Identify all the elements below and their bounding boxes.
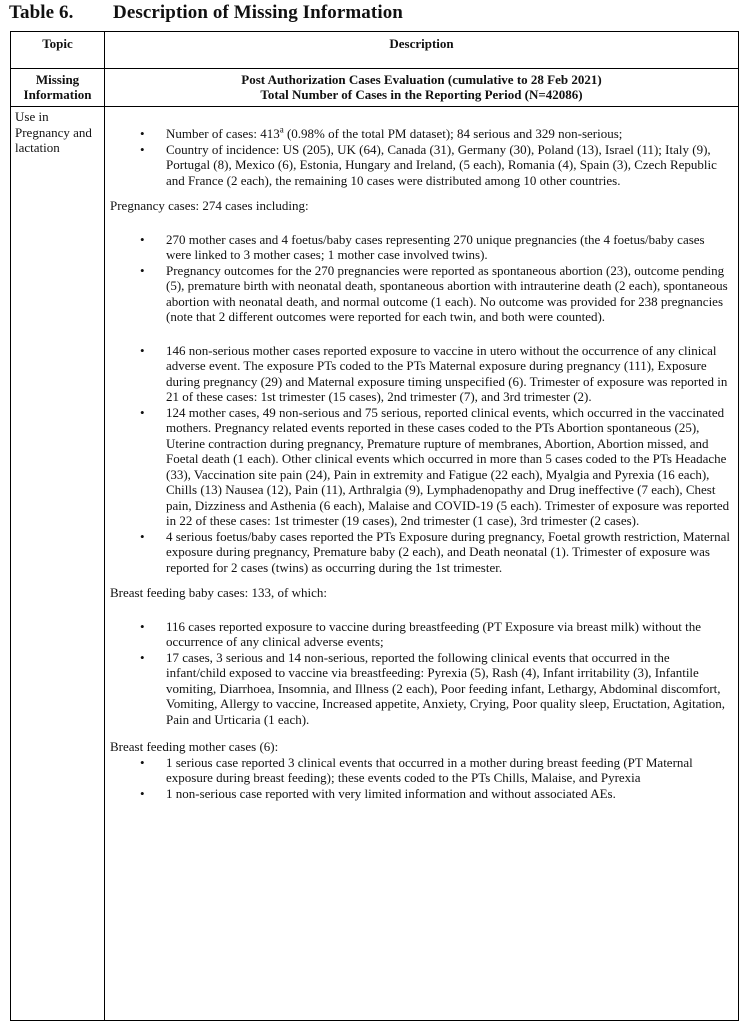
- list-item: • Country of incidence: US (205), UK (64), Canada (31), Germany (30), Poland (13), Israel (11); Italy (9), Portugal (8), Mexico (6), Estonia, Hungary and Ireland, (5 each), Romania (4), Spain (3), Czech Republic and France (2 each), the remaining 10 cases were distributed among 10 other countries.: [110, 142, 730, 189]
- list-item: • 1 non-serious case reported with very limited information and without associated AEs.: [110, 786, 730, 802]
- cases-evaluation-line: Post Authorization Cases Evaluation (cumulative to 28 Feb 2021): [241, 72, 602, 87]
- pregnancy-cases-heading: Pregnancy cases: 274 cases including:: [110, 198, 309, 213]
- summary-list: [110, 126, 730, 188]
- breast-feeding-mother-list: [110, 755, 730, 802]
- list-item: • Number of cases: 413$^a$ (0.98% of the total PM dataset); 84 serious and 329 non-serious;: [110, 126, 730, 142]
- list-item: • 116 cases reported exposure to vaccine during breastfeeding (PT Exposure via breast milk) without the occurrence of any clinical adverse events;: [110, 619, 730, 650]
- list-item: • 17 cases, 3 serious and 14 non-serious, reported the following clinical events that occurred in the infant/child exposed to vaccine via breastfeeding: Pyrexia (5), Rash (4), Infant irritability (3), Infantile vomiting, Diarrhoea, Insomnia, and Illness (2 each), Poor feeding infant, Lethargy, Abdominal discomfort, Vomiting, Allergy to vaccine, Increased appetite, Anxiety, Crying, Poor quality sleep, Eructation, Agitation, Pain and Urticaria (1 each).: [110, 650, 730, 728]
- list-item: • 146 non-serious mother cases reported exposure to vaccine in utero without the occurrence of any clinical adverse event. The exposure PTs coded to the PTs Maternal exposure during pregnancy (111), Exposure during pregnancy (29) and Maternal exposure timing unspecified (6). Trimester of exposure was reported in 21 of these cases: 1st trimester (15 cases), 2nd trimester (7), and 3rd trimester (2).: [110, 343, 730, 405]
- list-item: • 1 serious case reported 3 clinical events that occurred in a mother during breast feeding (PT Maternal exposure during breast feeding); these events coded to the PTs Chills, Malaise, and Pyrexia: [110, 755, 730, 786]
- total-cases-line: Total Number of Cases in the Reporting Period (N=42086): [260, 87, 583, 102]
- missing-information-label: Missing Information: [11, 69, 105, 107]
- breast-feeding-baby-heading: Breast feeding baby cases: 133, of which:: [110, 585, 327, 600]
- description-header: Description: [105, 32, 739, 69]
- table-title-text: Description of Missing Information: [113, 2, 403, 23]
- missing-information-table: [10, 31, 739, 1021]
- breast-feeding-baby-list: [110, 619, 730, 728]
- list-item: • Pregnancy outcomes for the 270 pregnancies were reported as spontaneous abortion (23), outcome pending (5), premature birth with neonatal death, spontaneous abortion with intrauterine death (2 each), spontaneous abortion with neonatal death, and normal outcome (1 each). No outcome was provided for 238 pregnancies (note that 2 different outcomes were reported for each twin, and both were counted).: [110, 263, 730, 325]
- list-item: • 270 mother cases and 4 foetus/baby cases representing 270 unique pregnancies (the 4 foetus/baby cases were linked to 3 mother cases; 1 mother case involved twins).: [110, 232, 730, 263]
- header-row: [11, 32, 739, 69]
- pregnancy-list-1: [110, 232, 730, 325]
- description-cell: [105, 107, 739, 1021]
- pregnancy-lactation-row: [11, 107, 739, 1021]
- footnote-marker: a: [279, 124, 284, 135]
- table-number: Table 6.: [9, 2, 74, 23]
- list-item: • 4 serious foetus/baby cases reported the PTs Exposure during pregnancy, Foetal growth restriction, Maternal exposure during pregnancy, Premature baby (2 each), and Death neonatal (1). Trimester of exposure was reported for 2 cases (twins) as occurring during the 1st trimester.: [110, 529, 730, 576]
- breast-feeding-mother-heading: Breast feeding mother cases (6):: [110, 739, 279, 754]
- topic-header: Topic: [11, 32, 105, 69]
- table-title: [9, 2, 403, 24]
- missing-information-summary: [105, 69, 739, 107]
- pregnancy-list-2: [110, 343, 730, 576]
- topic-label: Use in Pregnancy and lactation: [11, 107, 105, 1021]
- missing-info-row: [11, 69, 739, 107]
- list-item: • 124 mother cases, 49 non-serious and 75 serious, reported clinical events, which occurred in the vaccinated mothers. Pregnancy related events reported in these cases coded to the PTs Abortion spontaneous (25), Uterine contraction during pregnancy, Premature rupture of membranes, Abortion, Abortion missed, and Foetal death (1 each). Other clinical events which occurred in more than 5 cases coded to the PTs Headache (33), Vaccination site pain (24), Pain in extremity and Fatigue (22 each), Myalgia and Pyrexia (16 each), Chills (13) Nausea (12), Pain (11), Arthralgia (9), Lymphadenopathy and Drug ineffective (7 each), Chest pain, Dizziness and Asthenia (6 each), Malaise and COVID-19 (5 each). Trimester of exposure was reported in 22 of these cases: 1st trimester (19 cases), 2nd trimester (1 case), 3rd trimester (2 cases).: [110, 405, 730, 529]
